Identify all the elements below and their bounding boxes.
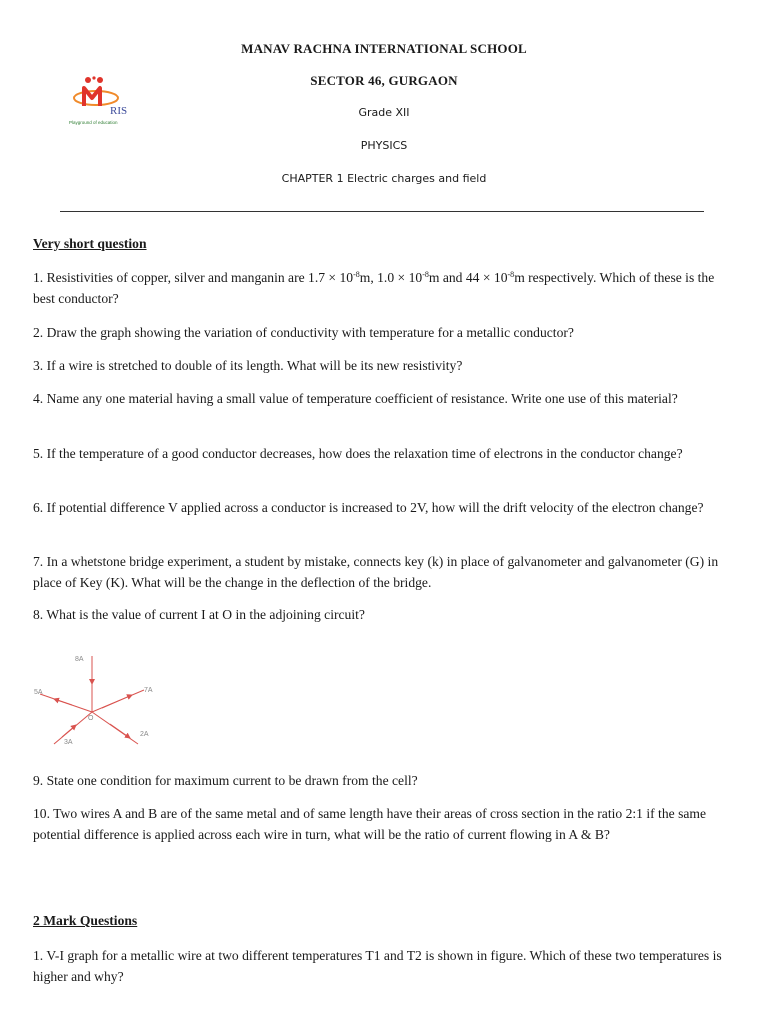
question-2: 2. Draw the graph showing the variation of conductivity with temperature for a metallic conductor? <box>33 325 574 340</box>
question-3: 3. If a wire is stretched to double of its length. What will be its new resistivity? <box>33 358 463 373</box>
question-9: 9. State one condition for maximum current to be drawn from the cell? <box>33 773 418 788</box>
question-7: 7. In a whetstone bridge experiment, a student by mistake, connects key (k) in place of galvanometer and galvanometer (G) in place of Key (K). What will be the change in the deflection of the bridge. <box>33 554 719 590</box>
current-junction-diagram <box>32 650 162 750</box>
logo-text: RIS <box>110 105 128 117</box>
question-5: 5. If the temperature of a good conductor decreases, how does the relaxation time of electrons in the conductor change? <box>33 446 683 461</box>
school-location: SECTOR 46, GURGAON <box>310 73 458 88</box>
chapter-title: CHAPTER 1 Electric charges and field <box>281 172 487 185</box>
header-divider <box>60 211 704 212</box>
section-2-mark-title: 2 Mark Questions <box>33 913 138 928</box>
label-o: O <box>88 715 94 722</box>
label-2a: 2A <box>140 731 149 738</box>
label-7a: 7A <box>144 687 153 694</box>
school-name: MANAV RACHNA INTERNATIONAL SCHOOL <box>241 41 527 56</box>
section-very-short-title: Very short question <box>33 236 147 251</box>
label-3a: 3A <box>64 739 73 746</box>
logo-tagline: Playground of education <box>69 120 118 125</box>
grade-label: Grade XII <box>358 106 410 119</box>
question-8: 8. What is the value of current I at O in the adjoining circuit? <box>33 607 365 622</box>
question-1: 1. Resistivities of copper, silver and manganin are $1.7 \times 10^{-8}m$, $1.0 \times 10^{-8}m$ and $44 \times 10^{-8}m$ respectively. Which of these is the best conductor? <box>33 270 715 306</box>
question-10: 10. Two wires A and B are of the same metal and of same length have their areas of cross section in the ratio 2:1 if the same potential difference is applied across each wire in turn, what will be the ratio of current flowing in A & B? <box>33 806 706 842</box>
label-8a: 8A <box>75 656 84 663</box>
question-4: 4. Name any one material having a small value of temperature coefficient of resistance. Write one use of this material? <box>33 391 678 406</box>
question-6: 6. If potential difference V applied across a conductor is increased to 2V, how will the drift velocity of the electron change? <box>33 500 704 515</box>
subject-label: PHYSICS <box>360 139 408 152</box>
label-5a: 5A <box>34 689 43 696</box>
question-2mark-1: 1. V-I graph for a metallic wire at two different temperatures T1 and T2 is shown in figure. Which of these two temperatures is higher and why? <box>33 948 722 984</box>
